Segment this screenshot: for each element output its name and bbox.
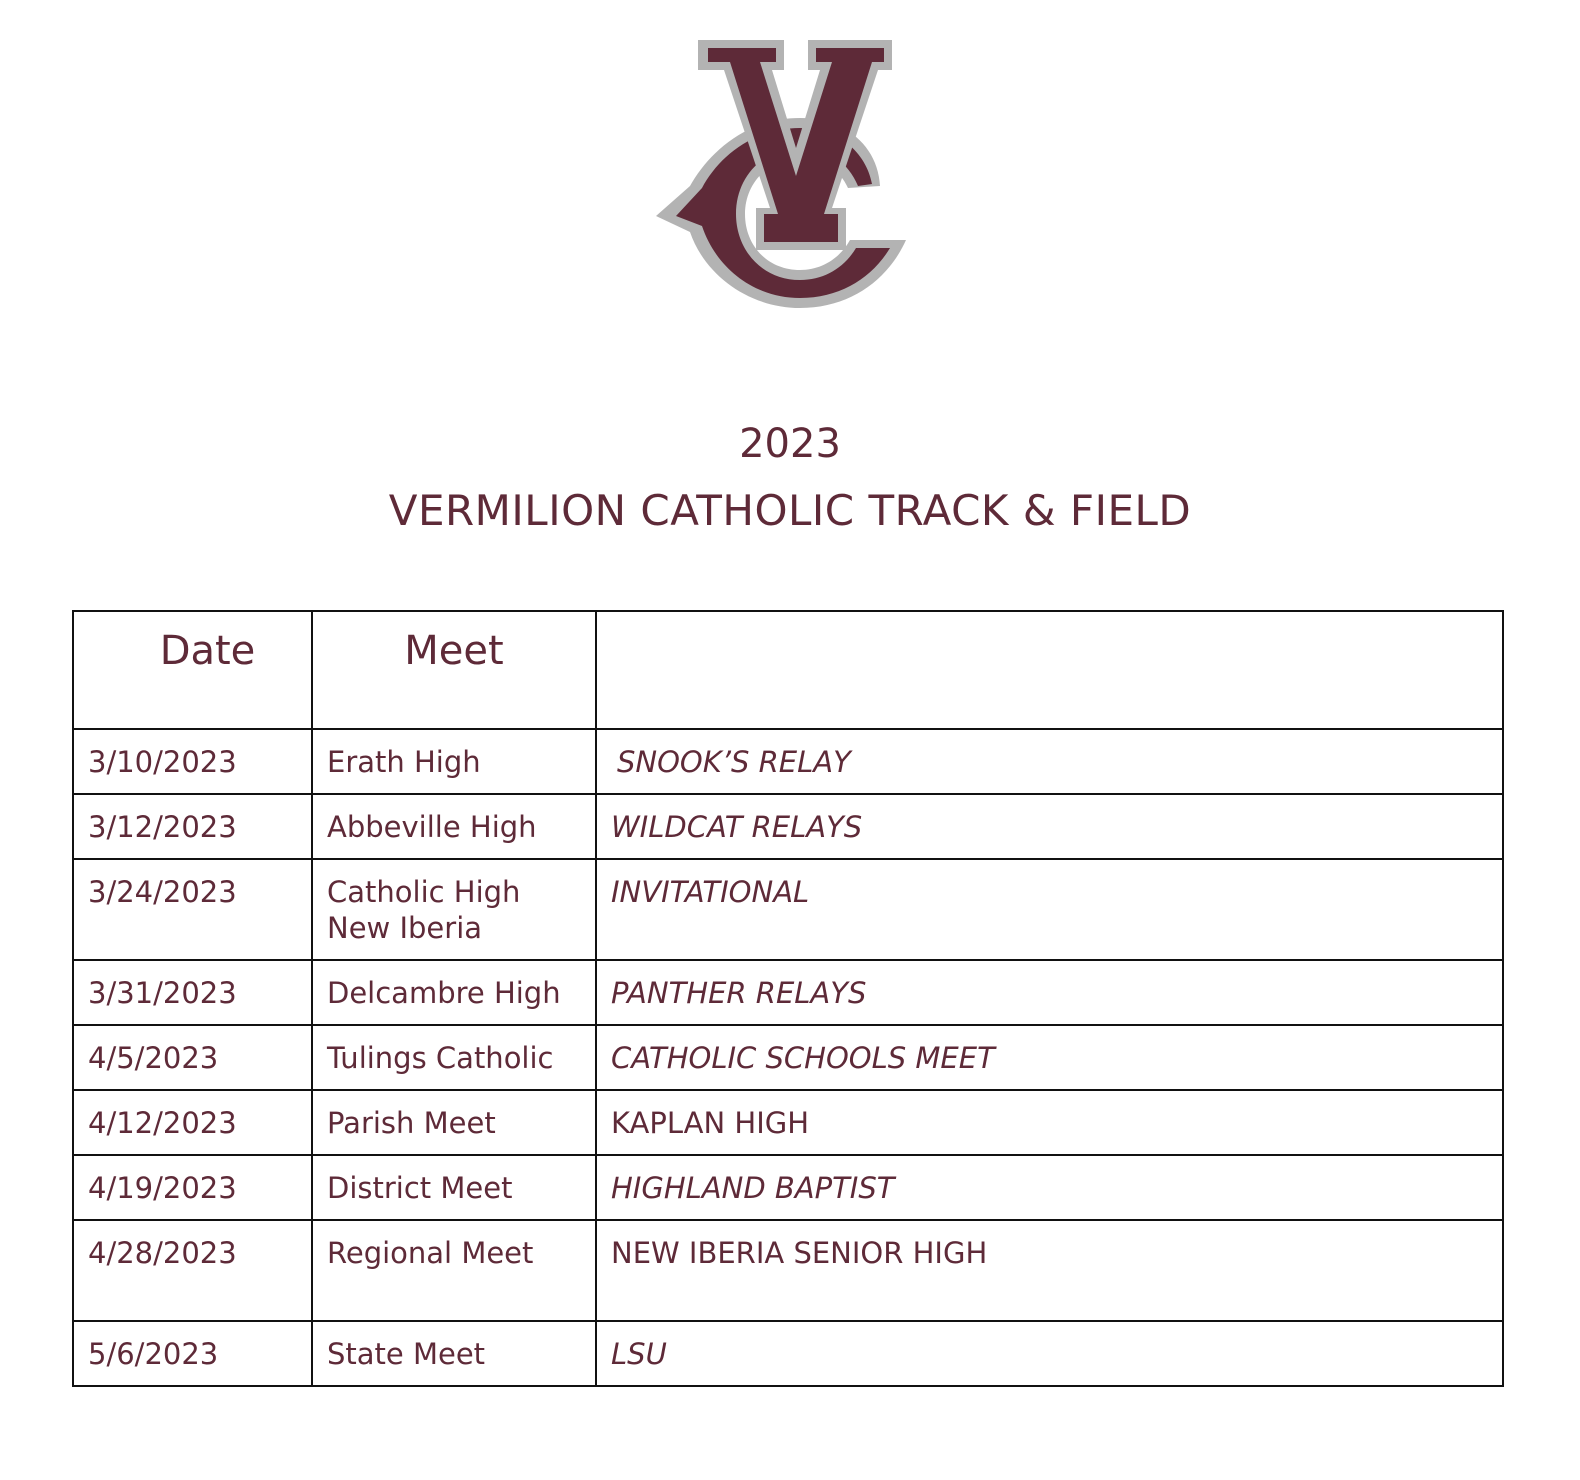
- meet-cell: [312, 960, 596, 1025]
- meet-cell: [312, 1321, 596, 1386]
- meet-text: State Meet: [327, 1337, 486, 1371]
- table-row: [73, 794, 1503, 859]
- table-row: [73, 960, 1503, 1025]
- note-cell: KAPLAN HIGH: [596, 1090, 1503, 1155]
- note-cell: HIGHLAND BAPTIST: [596, 1155, 1503, 1220]
- schedule-table: [72, 610, 1504, 1387]
- note-cell: LSU: [596, 1321, 1503, 1386]
- date-cell: 3/12/2023: [73, 794, 312, 859]
- table-row: [73, 1155, 1503, 1220]
- meet-text: Abbeville High: [327, 810, 537, 844]
- date-cell: 3/24/2023: [73, 859, 312, 960]
- date-cell: 4/28/2023: [73, 1220, 312, 1321]
- meet-text: New Iberia: [327, 911, 483, 945]
- table-row: [73, 1025, 1503, 1090]
- table-row: [73, 1321, 1503, 1386]
- note-cell: SNOOK’S RELAY: [596, 729, 1503, 794]
- table-row: [73, 1090, 1503, 1155]
- meet-text: Regional Meet: [327, 1236, 534, 1270]
- page-year: 2023: [739, 421, 841, 467]
- page-title: VERMILION CATHOLIC TRACK & FIELD: [388, 486, 1192, 535]
- table-header-row: [73, 611, 1503, 729]
- meet-cell: [312, 859, 596, 960]
- vc-monogram-icon: [650, 36, 920, 316]
- note-cell: WILDCAT RELAYS: [596, 794, 1503, 859]
- note-cell: NEW IBERIA SENIOR HIGH: [596, 1220, 1503, 1321]
- date-cell: 3/31/2023: [73, 960, 312, 1025]
- table-row: [73, 1220, 1503, 1321]
- meet-text: Tulings Catholic: [327, 1041, 554, 1075]
- date-cell: 4/19/2023: [73, 1155, 312, 1220]
- column-header-blank: [596, 611, 1503, 729]
- meet-cell: [312, 794, 596, 859]
- meet-text: Catholic High: [327, 875, 521, 909]
- meet-text: District Meet: [327, 1171, 513, 1205]
- table-row: [73, 729, 1503, 794]
- date-cell: 4/12/2023: [73, 1090, 312, 1155]
- meet-text: Delcambre High: [327, 976, 561, 1010]
- note-cell: CATHOLIC SCHOOLS MEET: [596, 1025, 1503, 1090]
- note-cell: INVITATIONAL: [596, 859, 1503, 960]
- column-header-meet: Meet: [312, 611, 596, 729]
- date-cell: 5/6/2023: [73, 1321, 312, 1386]
- meet-cell: [312, 1220, 596, 1321]
- table-row: [73, 859, 1503, 960]
- meet-cell: [312, 1090, 596, 1155]
- meet-text: Parish Meet: [327, 1106, 496, 1140]
- column-header-date: Date: [73, 611, 312, 729]
- meet-cell: [312, 1155, 596, 1220]
- meet-cell: [312, 1025, 596, 1090]
- vc-logo: [650, 36, 920, 316]
- date-cell: 3/10/2023: [73, 729, 312, 794]
- meet-cell: [312, 729, 596, 794]
- date-cell: 4/5/2023: [73, 1025, 312, 1090]
- meet-text: Erath High: [327, 745, 481, 779]
- note-cell: PANTHER RELAYS: [596, 960, 1503, 1025]
